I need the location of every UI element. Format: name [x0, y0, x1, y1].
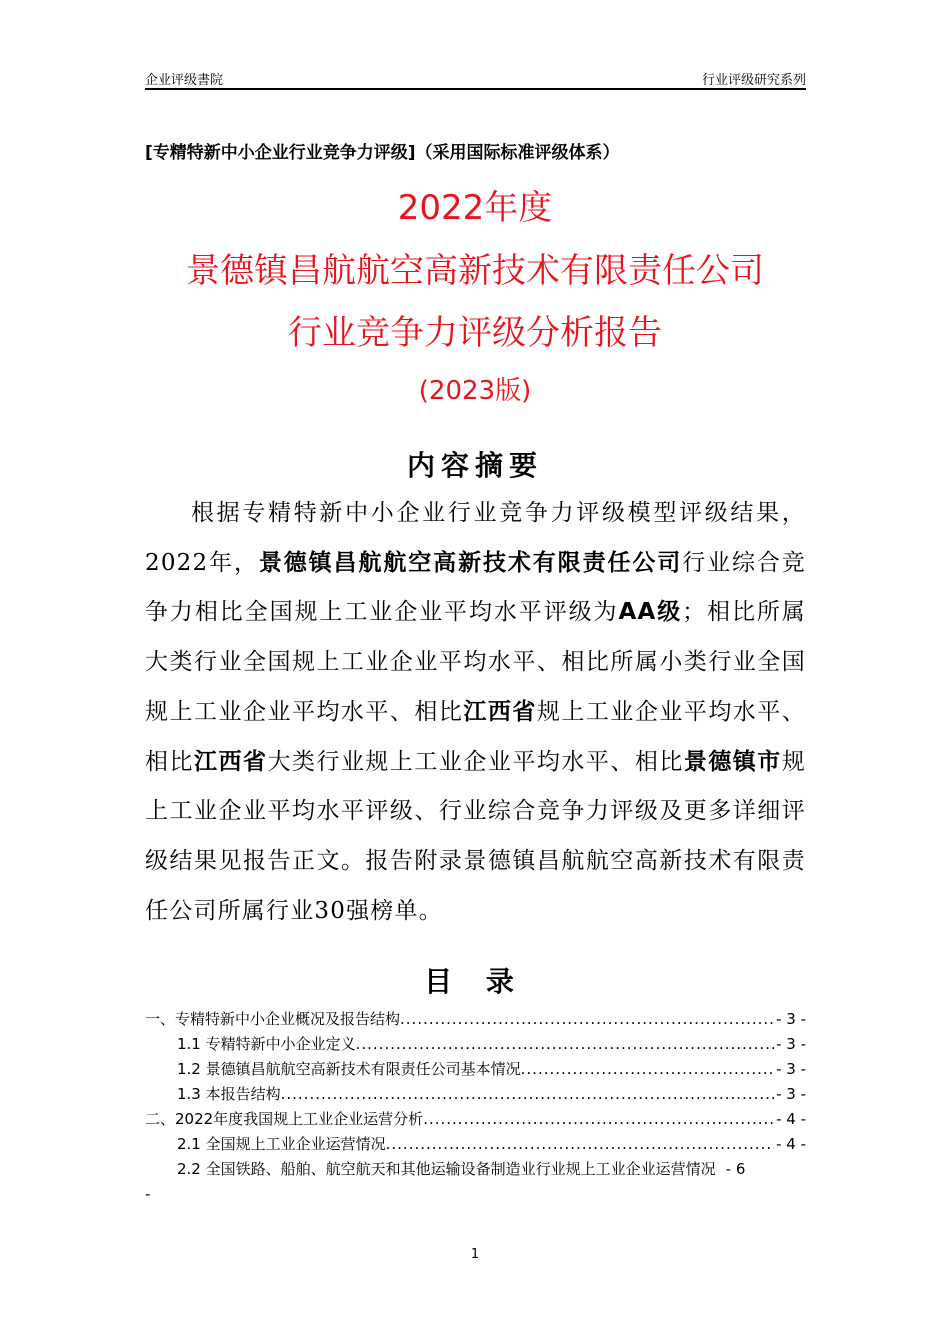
toc-entry-page: - 3 -	[776, 1060, 806, 1078]
toc-entry-page: - 3 -	[776, 1010, 806, 1028]
paragraph-text: 规上工业企业平均水平、相比	[145, 698, 806, 775]
toc-entry[interactable]	[145, 1107, 806, 1132]
toc-entry-label: 二、2022年度我国规上工业企业运营分析	[145, 1110, 424, 1128]
toc-leader-dots	[400, 1007, 774, 1032]
table-of-contents	[145, 1007, 806, 1207]
bold-highlight: 江西省	[193, 748, 268, 775]
toc-entry-label: 1.1 专精特新中小企业定义	[177, 1035, 356, 1053]
paragraph-text: 规上工业企业平均水平评级、行业综合竞争力评级及更多详细评级结果见报告正文。报告附录景德镇昌航航空高新技术有限责任公司所属行业30强榜单。	[145, 748, 806, 924]
toc-entry-label: 2.1 全国规上工业企业运营情况	[177, 1135, 386, 1153]
toc-entry-page: - 3 -	[776, 1085, 806, 1103]
bold-highlight: 景德镇昌航航空高新技术有限责任公司	[258, 549, 683, 576]
paragraph-text: 根据专精特新中小企业行业竞争力评级模型评级结果，2022年，	[145, 500, 806, 576]
toc-entry[interactable]	[145, 1057, 806, 1082]
toc-wrap-line: -	[145, 1185, 151, 1203]
paragraph-text: 大类行业规上工业企业平均水平、相比	[267, 748, 684, 775]
toc-leader-dots	[281, 1082, 774, 1107]
toc-leader-dots	[356, 1032, 774, 1057]
abstract-paragraph	[145, 489, 806, 936]
abstract-heading: 内容摘要	[406, 449, 543, 482]
toc-entry-page: - 3 -	[776, 1035, 806, 1053]
toc-leader-dots	[423, 1107, 774, 1132]
title-company: 景德镇昌航航空高新技术有限责任公司	[186, 251, 764, 291]
toc-leader-dots	[386, 1132, 774, 1157]
toc-entry[interactable]	[145, 1132, 806, 1157]
header-left: 企业评级書院	[145, 73, 224, 88]
toc-entry-label: 1.3 本报告结构	[177, 1085, 281, 1103]
page-header	[145, 66, 806, 90]
paragraph-text: 行业综合竞争力相比全国规上工业企业平均水平评级为	[145, 549, 806, 626]
toc-entry-label: 一、专精特新中小企业概况及报告结构	[145, 1010, 401, 1028]
toc-entry[interactable]	[145, 1157, 806, 1182]
title-edition: (2023版)	[418, 376, 532, 406]
toc-entry-page: - 4 -	[776, 1110, 806, 1128]
toc-entry[interactable]	[145, 1032, 806, 1057]
page-number: 1	[470, 1247, 480, 1262]
toc-entry-page: - 6	[725, 1160, 746, 1178]
toc-entry-label: 2.2 全国铁路、船舶、航空航天和其他运输设备制造业行业规上工业企业运营情况	[177, 1160, 716, 1178]
toc-leader-dots	[521, 1057, 774, 1082]
header-right: 行业评级研究系列	[701, 73, 806, 88]
toc-heading: 目 录	[424, 965, 526, 998]
toc-entry-page: - 4 -	[776, 1135, 806, 1153]
report-subtitle: [专精特新中小企业行业竞争力评级]（采用国际标准评级体系）	[145, 143, 620, 163]
toc-entry[interactable]	[145, 1007, 806, 1032]
title-report: 行业竞争力评级分析报告	[288, 313, 662, 353]
toc-entry[interactable]	[145, 1082, 806, 1107]
bold-highlight: AA级	[618, 599, 683, 626]
toc-entry-label: 1.2 景德镇昌航航空高新技术有限责任公司基本情况	[177, 1060, 521, 1078]
title-year: 2022年度	[397, 188, 553, 228]
paragraph-text: ；相比所属大类行业全国规上工业企业平均水平、相比所属小类行业全国规上工业企业平均水平、相比	[145, 599, 806, 725]
bold-highlight: 景德镇市	[683, 748, 782, 775]
bold-highlight: 江西省	[463, 698, 537, 725]
